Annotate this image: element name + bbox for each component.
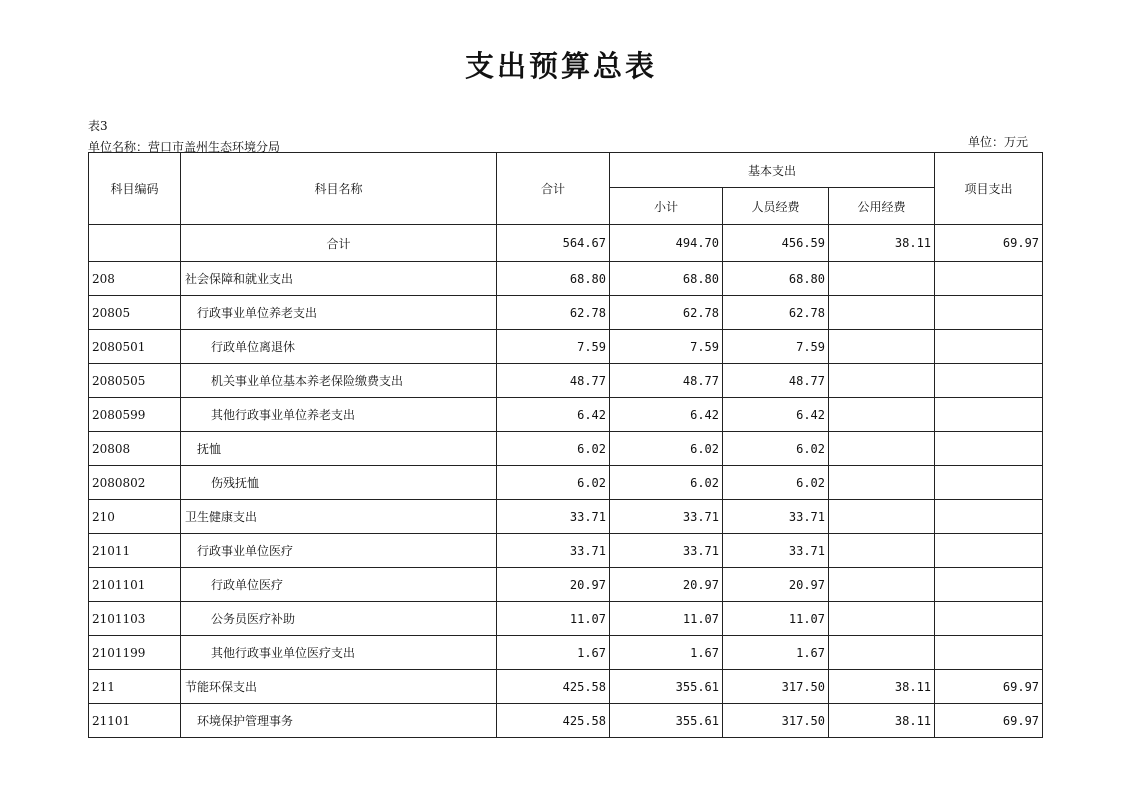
cell-code: 2101103 (89, 602, 181, 636)
cell-subtotal: 6.42 (610, 398, 723, 432)
cell-code: 21101 (89, 704, 181, 738)
cell-total: 425.58 (497, 704, 610, 738)
cell-personnel: 33.71 (723, 534, 829, 568)
cell-name: 节能环保支出 (181, 670, 497, 704)
header-code: 科目编码 (89, 153, 181, 225)
cell-project (935, 636, 1043, 670)
table-row (89, 296, 1043, 330)
table-row (89, 364, 1043, 398)
cell-total: 48.77 (497, 364, 610, 398)
total-code (89, 225, 181, 262)
cell-subtotal: 33.71 (610, 500, 723, 534)
cell-project (935, 534, 1043, 568)
total-public: 38.11 (829, 225, 935, 262)
cell-project (935, 568, 1043, 602)
cell-public (829, 432, 935, 466)
cell-subtotal: 68.80 (610, 262, 723, 296)
table-row (89, 432, 1043, 466)
table-row (89, 704, 1043, 738)
cell-name: 环境保护管理事务 (181, 704, 497, 738)
cell-total: 425.58 (497, 670, 610, 704)
header-subtotal: 小计 (610, 188, 723, 225)
cell-public (829, 262, 935, 296)
header-project: 项目支出 (935, 153, 1043, 225)
cell-name: 公务员医疗补助 (181, 602, 497, 636)
total-subtotal: 494.70 (610, 225, 723, 262)
cell-personnel: 48.77 (723, 364, 829, 398)
cell-total: 62.78 (497, 296, 610, 330)
header-total: 合计 (497, 153, 610, 225)
total-total: 564.67 (497, 225, 610, 262)
cell-subtotal: 11.07 (610, 602, 723, 636)
cell-personnel: 317.50 (723, 670, 829, 704)
cell-public (829, 568, 935, 602)
table-row (89, 636, 1043, 670)
cell-code: 2080802 (89, 466, 181, 500)
cell-total: 11.07 (497, 602, 610, 636)
cell-name: 行政单位离退休 (181, 330, 497, 364)
cell-personnel: 62.78 (723, 296, 829, 330)
cell-total: 33.71 (497, 500, 610, 534)
cell-public (829, 534, 935, 568)
table-row (89, 330, 1043, 364)
cell-total: 1.67 (497, 636, 610, 670)
header-basic: 基本支出 (610, 153, 935, 188)
table-row (89, 670, 1043, 704)
header-name: 科目名称 (181, 153, 497, 225)
cell-personnel: 20.97 (723, 568, 829, 602)
cell-project (935, 602, 1043, 636)
cell-personnel: 33.71 (723, 500, 829, 534)
cell-personnel: 317.50 (723, 704, 829, 738)
cell-subtotal: 6.02 (610, 432, 723, 466)
cell-subtotal: 62.78 (610, 296, 723, 330)
cell-name: 社会保障和就业支出 (181, 262, 497, 296)
header-public: 公用经费 (829, 188, 935, 225)
table-row (89, 534, 1043, 568)
cell-name: 行政事业单位医疗 (181, 534, 497, 568)
cell-code: 2080505 (89, 364, 181, 398)
cell-project: 69.97 (935, 670, 1043, 704)
table-number: 表3 (88, 119, 108, 133)
cell-total: 33.71 (497, 534, 610, 568)
cell-public (829, 364, 935, 398)
cell-subtotal: 33.71 (610, 534, 723, 568)
cell-subtotal: 48.77 (610, 364, 723, 398)
cell-code: 208 (89, 262, 181, 296)
cell-personnel: 1.67 (723, 636, 829, 670)
cell-personnel: 68.80 (723, 262, 829, 296)
cell-public: 38.11 (829, 704, 935, 738)
cell-code: 2101199 (89, 636, 181, 670)
cell-personnel: 6.02 (723, 466, 829, 500)
cell-personnel: 6.02 (723, 432, 829, 466)
currency-unit: 单位：万元 (968, 135, 1029, 149)
cell-project (935, 364, 1043, 398)
cell-public (829, 330, 935, 364)
cell-subtotal: 20.97 (610, 568, 723, 602)
cell-project (935, 500, 1043, 534)
cell-code: 21011 (89, 534, 181, 568)
header-personnel: 人员经费 (723, 188, 829, 225)
cell-project (935, 466, 1043, 500)
cell-name: 卫生健康支出 (181, 500, 497, 534)
cell-public (829, 500, 935, 534)
cell-total: 68.80 (497, 262, 610, 296)
unit-name: 单位名称：营口市盖州生态环境分局 (88, 140, 281, 154)
page-title: 支出预算总表 (464, 49, 657, 83)
cell-code: 20805 (89, 296, 181, 330)
table-row (89, 568, 1043, 602)
cell-total: 7.59 (497, 330, 610, 364)
cell-project (935, 296, 1043, 330)
cell-public (829, 636, 935, 670)
table-row (89, 602, 1043, 636)
cell-project (935, 398, 1043, 432)
cell-total: 20.97 (497, 568, 610, 602)
cell-project (935, 432, 1043, 466)
cell-personnel: 7.59 (723, 330, 829, 364)
table-row (89, 466, 1043, 500)
cell-code: 210 (89, 500, 181, 534)
cell-name: 其他行政事业单位养老支出 (181, 398, 497, 432)
cell-project (935, 262, 1043, 296)
table-row (89, 500, 1043, 534)
cell-code: 2080599 (89, 398, 181, 432)
cell-code: 211 (89, 670, 181, 704)
cell-public: 38.11 (829, 670, 935, 704)
cell-subtotal: 6.02 (610, 466, 723, 500)
cell-code: 2080501 (89, 330, 181, 364)
cell-total: 6.02 (497, 466, 610, 500)
total-personnel: 456.59 (723, 225, 829, 262)
cell-personnel: 11.07 (723, 602, 829, 636)
table-row (89, 398, 1043, 432)
total-project: 69.97 (935, 225, 1043, 262)
cell-public (829, 296, 935, 330)
cell-public (829, 602, 935, 636)
cell-code: 20808 (89, 432, 181, 466)
cell-total: 6.42 (497, 398, 610, 432)
total-row (89, 225, 1043, 262)
budget-table (88, 152, 1043, 738)
table-row (89, 262, 1043, 296)
cell-project (935, 330, 1043, 364)
cell-name: 伤残抚恤 (181, 466, 497, 500)
cell-name: 抚恤 (181, 432, 497, 466)
cell-subtotal: 1.67 (610, 636, 723, 670)
cell-code: 2101101 (89, 568, 181, 602)
cell-subtotal: 355.61 (610, 670, 723, 704)
cell-project: 69.97 (935, 704, 1043, 738)
cell-personnel: 6.42 (723, 398, 829, 432)
cell-name: 行政单位医疗 (181, 568, 497, 602)
cell-name: 行政事业单位养老支出 (181, 296, 497, 330)
cell-total: 6.02 (497, 432, 610, 466)
cell-name: 其他行政事业单位医疗支出 (181, 636, 497, 670)
cell-subtotal: 355.61 (610, 704, 723, 738)
cell-subtotal: 7.59 (610, 330, 723, 364)
cell-public (829, 466, 935, 500)
cell-public (829, 398, 935, 432)
total-label: 合计 (181, 225, 497, 262)
cell-name: 机关事业单位基本养老保险缴费支出 (181, 364, 497, 398)
